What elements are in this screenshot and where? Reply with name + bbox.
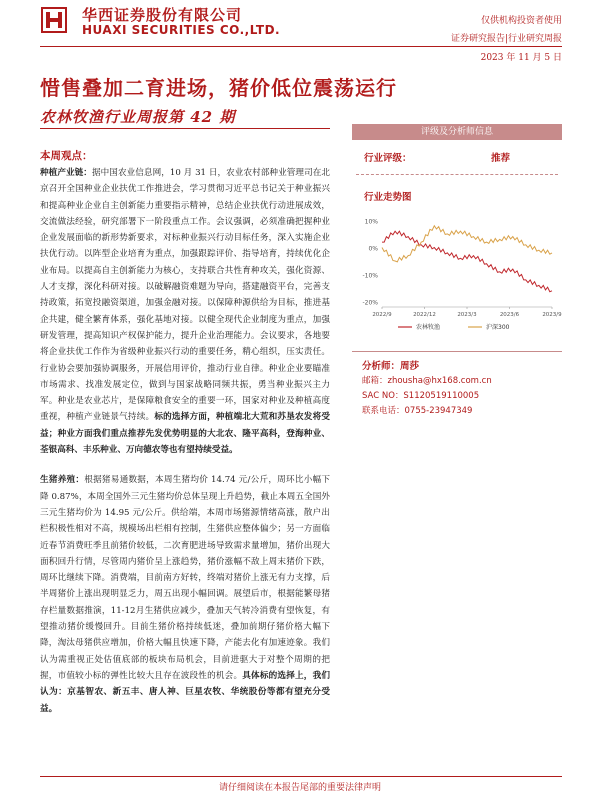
paragraph-body: 据中国农业信息网，10 月 31 日，农业农村部种业管理司在北京召开全国种业企业扶优工作推进会，学习贯彻习近平总书记关于种业振兴和提高种业企业自主创新能力重要指示精神，总结企业扶优行动进展成效，交流做法经验，研究部署下一阶段重点工作。会议强调，必须准确把握种业企业发展面临的新形势新要求，对标种业振兴行动目标任务，深入实施企业扶优行动。以阵型企业培育为重点，加强跟踪评价、指导培育，持续优化企业布局。以提高自主创新能力为核心，支持联合共性育种攻关，强化资源、人才支撑，深化科研对接。以破解融资难题为导向，搭建融资平台，完善支持政策，拓宽投融资渠道，加强金融对接。以保障种源供给为目标，推进基企共建，健全繁育体系，强化基地对接。以健全现代企业制度为重点，加强研发管理，提高知识产权保护能力，提升企业治理能力。会议要求，各地要将企业扶优工作作为省级种业振兴行动的重要任务，精心组织，压实责任。行业协会要加强协调服务，开展信用评价，推动行业自律。种业企业要瞄准市场需求、找准发展定位，做到与国家战略同频共振，勇当种业振兴主力军。种业是农业芯片，是保障粮食安全的重要一环，国家对种业及种植高度重视，种植产业链景气持续。 — [40, 168, 330, 423]
paragraph-bold: 标的选择方面， — [154, 412, 216, 423]
footer-divider — [40, 776, 562, 777]
y-tick-label: 0% — [368, 245, 378, 253]
paragraph-planting — [40, 165, 330, 458]
analyst-name: 分析师：周莎 — [362, 361, 420, 372]
legend-label: 沪深300 — [486, 324, 510, 331]
series-line-agri — [382, 231, 552, 292]
y-tick-label: 10% — [364, 218, 378, 226]
main-column — [40, 148, 330, 717]
subtitle-divider — [40, 128, 330, 129]
legend-label: 农林牧渔 — [416, 324, 441, 331]
analyst-info — [352, 351, 562, 425]
series-line-hs300 — [382, 226, 552, 262]
paragraph-body: 根据猪易通数据，本周生猪均价 14.74 元/公斤，周环比小幅下降 0.87%，本周全国外三元生猪均价总体呈现上升趋势，截止本周五全国外三元生猪均价为 14.95 元/公斤。供给端，本周市场猪源情绪高涨，散户出栏积极性相对不高，规模场出栏相有控制，生猪供应整体偏少；另一方面临近春节消费旺季且前猪价较低，二次育肥进场导致需求量增加，猪价出现大面积回升行情，尽管周内猪价呈上涨趋势，猪价涨幅不敌上周末猪价下跌，周环比继续下降。消费端，目前南方好转，终端对猪价上涨无有力支撑，后半周猪价上涨出现明显乏力，周五出现小幅回调。展望后市，根据能繁母猪存栏量数据推演，11-12月生猪供应减少，叠加天气转冷消费有望恢复，有望推动猪价缓慢回升。目前生猪价格持续低迷，叠加前期仔猪价格大幅下降，淘汰母猪供应增加，价格大幅且快速下降，产能去化有加速迹象。我们认为需重视正处估值底部的板块布局机会，目前进驱大于对整个周期的把握，市值较小标的弹性比较大且存在波段性的机会。 — [40, 475, 330, 681]
trend-chart-title: 行业走势图 — [364, 192, 412, 203]
y-tick-label: -20% — [362, 299, 378, 307]
x-tick-label: 2022/12 — [413, 312, 436, 318]
paragraph-hog — [40, 472, 330, 716]
audience-note: 仅供机构投资者使用 — [480, 16, 562, 26]
legal-footer: 请仔细阅读在本报告尾部的重要法律声明 — [218, 783, 381, 793]
dashed-divider — [356, 174, 558, 175]
huaxi-logo-icon — [40, 6, 68, 34]
x-tick-label: 2022/9 — [372, 312, 392, 318]
paragraph-bold: 具体标的选择上，我们认为：京基智农、新五丰、唐人神、巨星农牧、华统股份等都有望充分受益。 — [40, 670, 330, 714]
section-heading: 本周观点： — [40, 150, 93, 162]
x-tick-label: 2023/6 — [499, 312, 520, 318]
brand-name-en: HUAXI SECURITIES CO.,LTD. — [82, 23, 281, 37]
y-tick-label: -10% — [362, 272, 378, 280]
rating-value: 推荐 — [490, 153, 510, 164]
rating-row — [352, 140, 562, 170]
paragraph-lead: 生猪养殖： — [40, 475, 85, 486]
trend-chart-svg — [352, 207, 562, 337]
sidebar — [352, 124, 562, 425]
x-tick-label: 2023/3 — [457, 312, 477, 318]
brand-name-cn: 华西证券股份有限公司 — [82, 6, 243, 24]
rating-label: 行业评级： — [364, 153, 412, 164]
analyst-email: 邮箱：zhousha@hx168.com.cn — [362, 376, 492, 386]
paragraph-lead: 种植产业链： — [40, 168, 92, 178]
analyst-sac: SAC NO：S1120519110005 — [362, 391, 480, 401]
trend-chart — [352, 207, 562, 337]
report-date: 2023 年 11 月 5 日 — [480, 53, 562, 63]
report-type: 证券研究报告|行业研究周报 — [450, 34, 562, 44]
header-divider — [40, 46, 562, 47]
analyst-phone: 联系电话：0755-23947349 — [362, 406, 473, 416]
page-title: 惜售叠加二育进场，猪价低位震荡运行 — [40, 76, 397, 100]
report-header — [0, 0, 600, 70]
paragraph-bold: 种植端北大荒和苏垦农发将受益；种业方面我们重点推荐先发优势明显的大北农、隆平高科，登海种业、荃银高科、丰乐种业、万向德农等也有望持续受益。 — [40, 412, 330, 456]
x-tick-label: 2023/9 — [542, 312, 562, 318]
rating-box-title: 评级及分析师信息 — [352, 124, 562, 140]
page-subtitle: 农林牧渔行业周报第 42 期 — [40, 108, 236, 126]
